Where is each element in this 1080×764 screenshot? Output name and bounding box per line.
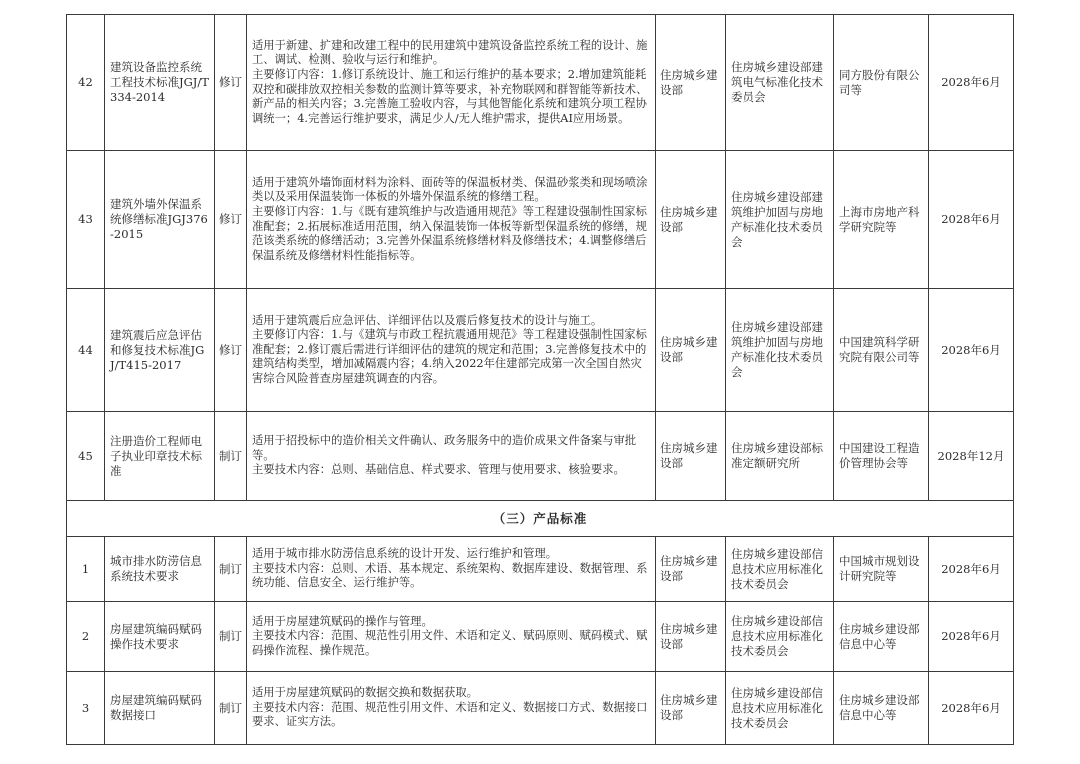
content-scope: 适用于招投标中的造价相关文件确认、政务服务中的造价成果文件备案与审批等。 [252, 434, 637, 462]
row-number: 45 [67, 412, 105, 501]
content-main: 主要技术内容：范围、规范性引用文件、术语和定义、赋码原则、赋码模式、赋码操作流程、操作规范。 [252, 629, 648, 657]
lead-unit: 上海市房地产科学研究院等 [834, 151, 929, 289]
completion-date: 2028年6月 [929, 289, 1014, 412]
standard-content [247, 151, 656, 289]
revision-type: 制订 [215, 412, 247, 501]
table-row [67, 672, 1014, 745]
standard-content [247, 15, 656, 151]
managing-department: 住房城乡建设部 [656, 602, 726, 672]
section-title: （三）产品标准 [67, 501, 1014, 537]
lead-unit: 中国城市规划设计研究院等 [834, 537, 929, 602]
row-number: 1 [67, 537, 105, 602]
revision-type: 制订 [215, 672, 247, 745]
standard-name: 建筑外墙外保温系统修缮标准JGJ376-2015 [105, 151, 215, 289]
managing-department: 住房城乡建设部 [656, 289, 726, 412]
standard-content [247, 537, 656, 602]
revision-type: 制订 [215, 602, 247, 672]
revision-type: 修订 [215, 151, 247, 289]
content-main: 主要技术内容：总则、基础信息、样式要求、管理与使用要求、核验要求。 [252, 463, 625, 477]
table-row [67, 537, 1014, 602]
table-row [67, 15, 1014, 151]
standard-name: 房屋建筑编码赋码操作技术要求 [105, 602, 215, 672]
standards-plan-table [66, 14, 1014, 745]
content-scope: 适用于建筑外墙饰面材料为涂料、面砖等的保温板材类、保温砂浆类和现场喷涂类以及采用保温装饰一体板的外墙外保温系统的修缮工程。 [252, 175, 648, 204]
technical-committee: 住房城乡建设部标准定额研究所 [726, 412, 834, 501]
revision-type: 制订 [215, 537, 247, 602]
completion-date: 2028年6月 [929, 672, 1014, 745]
content-scope: 适用于房屋建筑赋码的操作与管理。 [252, 614, 433, 628]
completion-date: 2028年6月 [929, 15, 1014, 151]
lead-unit: 中国建筑科学研究院有限公司等 [834, 289, 929, 412]
content-main: 主要修订内容：1.与《既有建筑维护与改造通用规范》等工程建设强制性国家标准配套；2.拓展标准适用范围，纳入保温装饰一体板等新型保温系统的修缮，规范该类系统的修缮活动；3.完善外保温系统修缮材料及修缮技术；4.调整修缮后保温系统及修缮材料性能指标等。 [252, 204, 647, 262]
table-row [67, 602, 1014, 672]
standard-content [247, 672, 656, 745]
completion-date: 2028年6月 [929, 151, 1014, 289]
row-number: 44 [67, 289, 105, 412]
completion-date: 2028年6月 [929, 602, 1014, 672]
row-number: 42 [67, 15, 105, 151]
table-row [67, 289, 1014, 412]
completion-date: 2028年12月 [929, 412, 1014, 501]
managing-department: 住房城乡建设部 [656, 151, 726, 289]
standard-name: 房屋建筑编码赋码数据接口 [105, 672, 215, 745]
technical-committee: 住房城乡建设部建筑维护加固与房地产标准化技术委员会 [726, 289, 834, 412]
technical-committee: 住房城乡建设部信息技术应用标准化技术委员会 [726, 672, 834, 745]
standard-content [247, 289, 656, 412]
lead-unit: 同方股份有限公司等 [834, 15, 929, 151]
table-row [67, 151, 1014, 289]
lead-unit: 中国建设工程造价管理协会等 [834, 412, 929, 501]
standard-name: 城市排水防涝信息系统技术要求 [105, 537, 215, 602]
revision-type: 修订 [215, 289, 247, 412]
content-main: 主要技术内容：范围、规范性引用文件、术语和定义、数据接口方式、数据接口要求、证实方法。 [252, 700, 648, 729]
managing-department: 住房城乡建设部 [656, 537, 726, 602]
section-row [67, 501, 1014, 537]
row-number: 43 [67, 151, 105, 289]
managing-department: 住房城乡建设部 [656, 672, 726, 745]
technical-committee: 住房城乡建设部建筑电气标准化技术委员会 [726, 15, 834, 151]
content-scope: 适用于建筑震后应急评估、详细评估以及震后修复技术的设计与施工。 [252, 313, 603, 327]
revision-type: 修订 [215, 15, 247, 151]
standard-name: 注册造价工程师电子执业印章技术标准 [105, 412, 215, 501]
standard-content [247, 412, 656, 501]
completion-date: 2028年6月 [929, 537, 1014, 602]
technical-committee: 住房城乡建设部信息技术应用标准化技术委员会 [726, 537, 834, 602]
managing-department: 住房城乡建设部 [656, 15, 726, 151]
table-row [67, 412, 1014, 501]
standard-name: 建筑设备监控系统工程技术标准JGJ/T334-2014 [105, 15, 215, 151]
standard-name: 建筑震后应急评估和修复技术标准JGJ/T415-2017 [105, 289, 215, 412]
managing-department: 住房城乡建设部 [656, 412, 726, 501]
content-main: 主要修订内容：1.与《建筑与市政工程抗震通用规范》等工程建设强制性国家标准配套；2.修订震后需进行详细评估的建筑的规定和范围；3.完善修复技术中的建筑结构类型，增加减隔震内容；4.纳入2022年住建部完成第一次全国自然灾害综合风险普查房屋建筑调查的内容。 [252, 328, 647, 385]
technical-committee: 住房城乡建设部建筑维护加固与房地产标准化技术委员会 [726, 151, 834, 289]
content-scope: 适用于房屋建筑赋码的数据交换和数据获取。 [252, 686, 478, 700]
lead-unit: 住房城乡建设部信息中心等 [834, 672, 929, 745]
lead-unit: 住房城乡建设部信息中心等 [834, 602, 929, 672]
content-main: 主要修订内容：1.修订系统设计、施工和运行维护的基本要求；2.增加建筑能耗双控和碳排放双控相关参数的监测计算等要求，补充物联网和群智能等新技术、新产品的相关内容；3.完善施工验收内容，与其他智能化系统和建筑分项工程协调统一；4.完善运行维护要求，满足少人/无人维护需求，提供AI应用场景。 [252, 67, 648, 125]
row-number: 3 [67, 672, 105, 745]
row-number: 2 [67, 602, 105, 672]
technical-committee: 住房城乡建设部信息技术应用标准化技术委员会 [726, 602, 834, 672]
standard-content [247, 602, 656, 672]
content-scope: 适用于城市排水防涝信息系统的设计开发、运行维护和管理。 [252, 547, 558, 561]
content-main: 主要技术内容：总则、术语、基本规定、系统架构、数据库建设、数据管理、系统功能、信息安全、运行维护等。 [252, 561, 648, 590]
content-scope: 适用于新建、扩建和改建工程中的民用建筑中建筑设备监控系统工程的设计、施工、调试、检测、验收与运行和维护。 [252, 38, 648, 67]
